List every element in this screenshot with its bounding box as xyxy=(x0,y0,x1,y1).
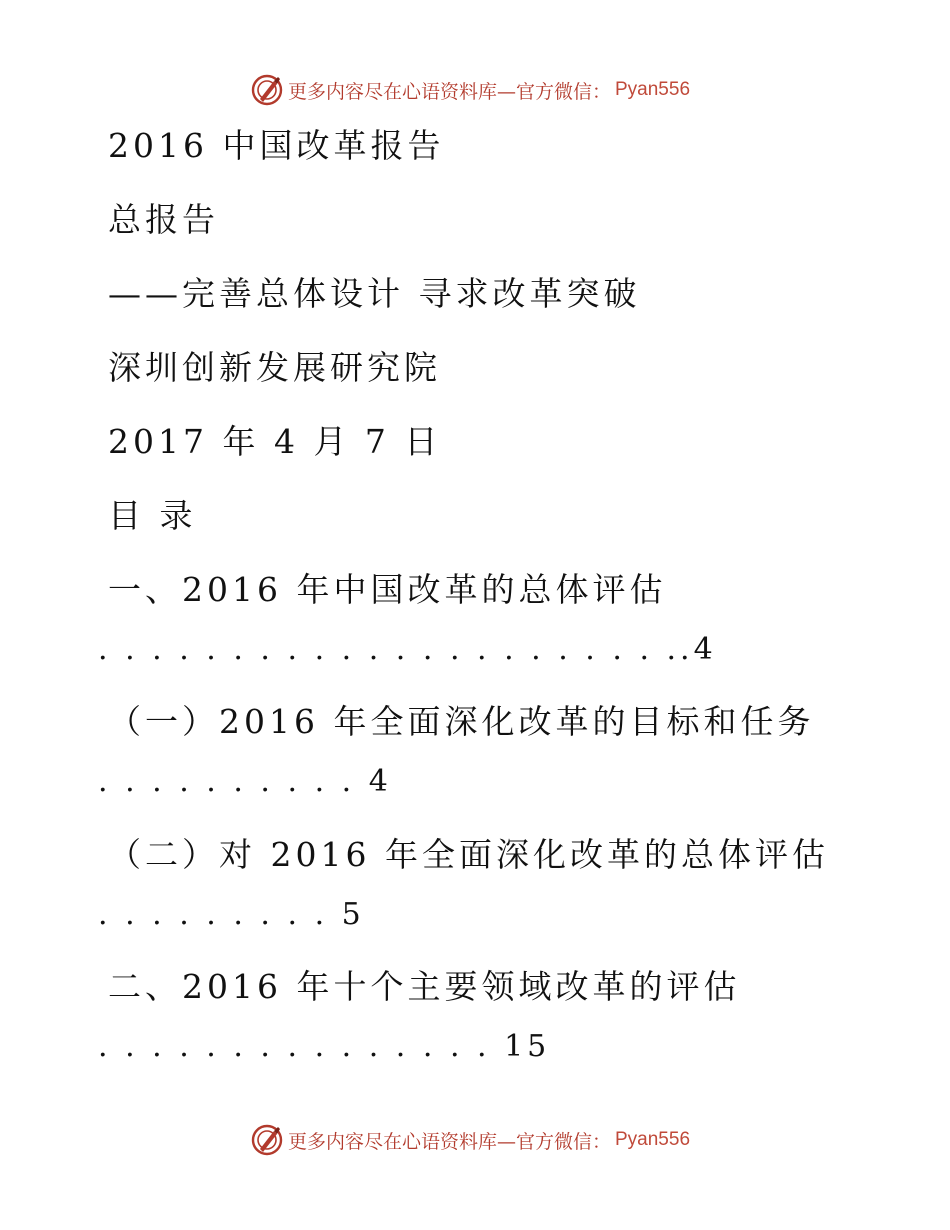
toc-entry-label: 二、2016 年十个主要领域改革的评估 xyxy=(108,967,741,1006)
organization-name: 深圳创新发展研究院 xyxy=(108,348,441,387)
toc-entry-label: 一、2016 年中国改革的总体评估 xyxy=(108,570,667,609)
toc-heading: 目 录 xyxy=(108,496,197,535)
document-subtitle: ——完善总体设计 寻求改革突破 xyxy=(108,274,641,313)
toc-entry-leader: . . . . . . . . . 5 xyxy=(98,897,365,932)
watermark-wechat-id: Pyan556 xyxy=(615,1129,691,1150)
toc-entry-label: （一）2016 年全面深化改革的目标和任务 xyxy=(108,702,815,741)
watermark-footer xyxy=(0,1120,950,1160)
section-heading: 总报告 xyxy=(108,200,219,239)
watermark-header xyxy=(0,70,950,110)
watermark-text: 更多内容尽在心语资料库—官方微信： xyxy=(287,80,611,103)
document-date: 2017 年 4 月 7 日 xyxy=(108,422,442,461)
toc-entry-leader: . . . . . . . . . . . . . . . 15 xyxy=(98,1029,551,1064)
toc-entry-leader: . . . . . . . . . . 4 xyxy=(98,764,392,799)
pen-logo-icon xyxy=(250,1123,284,1157)
watermark-wechat-id: Pyan556 xyxy=(615,79,691,100)
watermark-content xyxy=(250,1123,690,1157)
document-title: 2016 中国改革报告 xyxy=(108,126,445,165)
watermark-content xyxy=(250,73,690,107)
pen-logo-icon xyxy=(250,73,284,107)
toc-entry-leader: . . . . . . . . . . . . . . . . . . . . . ..4 xyxy=(98,632,717,667)
watermark-text: 更多内容尽在心语资料库—官方微信： xyxy=(287,1130,611,1153)
toc-entry-label: （二）对 2016 年全面深化改革的总体评估 xyxy=(108,835,829,874)
